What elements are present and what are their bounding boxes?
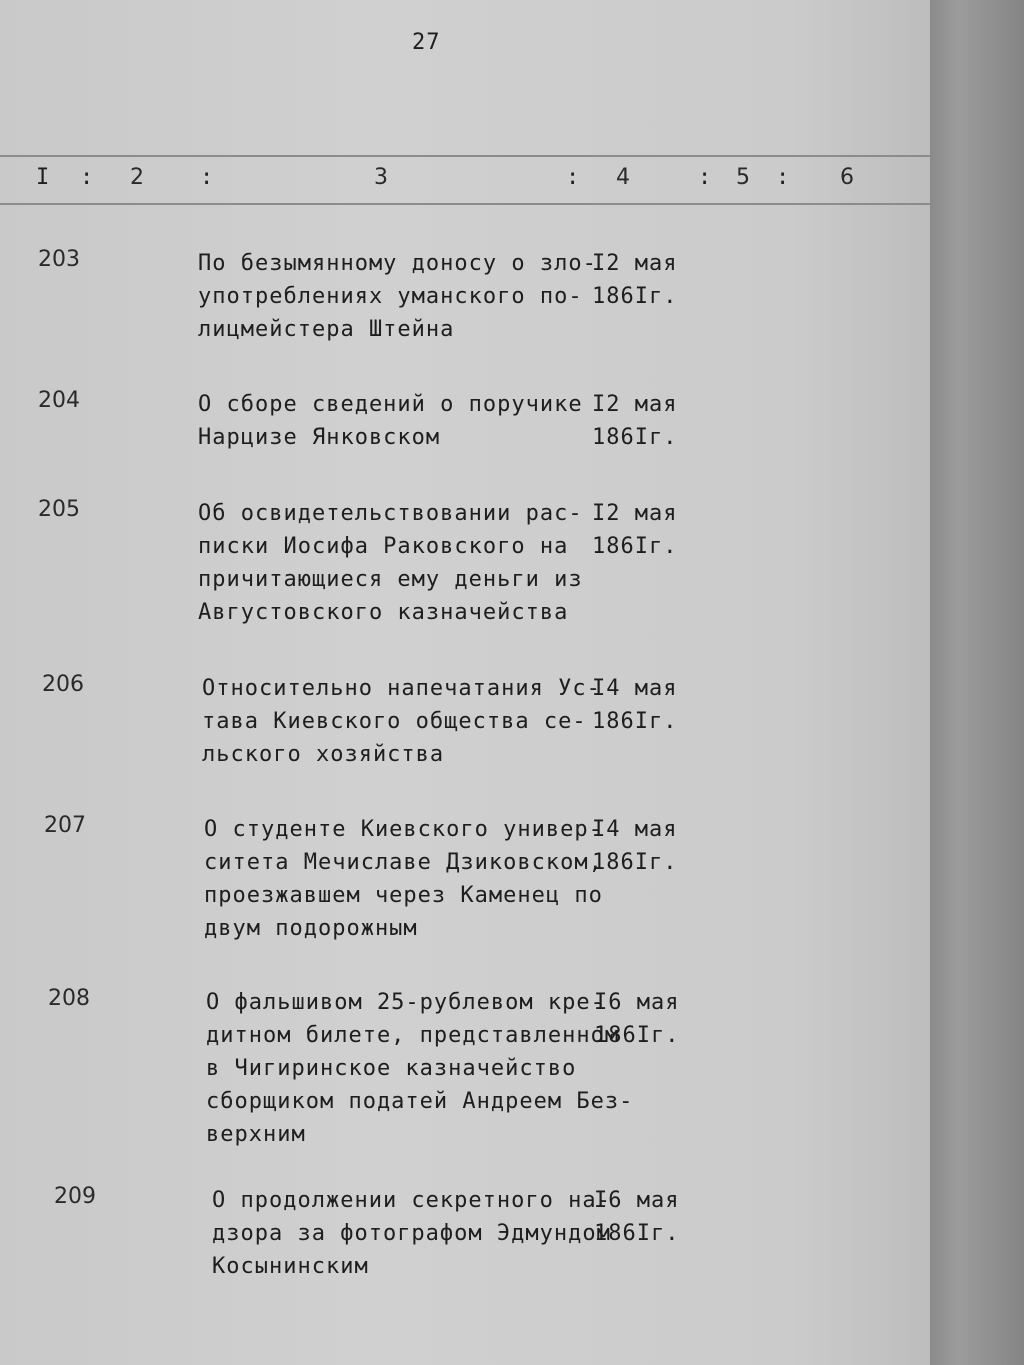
column-separator: :	[566, 165, 581, 190]
entry-description	[212, 1184, 612, 1283]
entry-date	[592, 672, 677, 738]
entry-number: 205	[38, 497, 80, 522]
date-day: I2 мая	[592, 251, 678, 276]
description-line: Нарцизе Янковском	[198, 425, 441, 450]
entry-description	[204, 813, 604, 945]
column-separator: :	[776, 165, 791, 190]
description-line: О студенте Киевского универ-	[204, 817, 603, 842]
column-separator: :	[200, 165, 215, 190]
entry-number: 207	[44, 813, 86, 838]
entry-description	[206, 986, 634, 1151]
description-line: верхним	[206, 1122, 306, 1147]
entry-date	[592, 388, 677, 454]
date-year: 186Iг.	[594, 1023, 680, 1048]
column-header-6: 6	[840, 165, 855, 190]
entry-date	[592, 813, 677, 879]
entry-number: 203	[38, 247, 80, 272]
entry-date	[592, 247, 677, 313]
description-line: сборщиком податей Андреем Без-	[206, 1089, 634, 1114]
column-separator: :	[80, 165, 95, 190]
column-separator: :	[698, 165, 713, 190]
description-line: По безымянному доносу о зло-	[198, 251, 597, 276]
description-line: двум подорожным	[204, 916, 418, 941]
entry-date	[592, 497, 677, 563]
description-line: Об освидетельствовании рас-	[198, 501, 583, 526]
entry-description	[198, 388, 598, 454]
entry-description	[198, 497, 598, 629]
description-line: льского хозяйства	[202, 742, 445, 767]
entry-number: 209	[54, 1184, 96, 1209]
date-year: 186Iг.	[594, 1221, 680, 1246]
description-line: лицмейстера Штейна	[198, 317, 455, 342]
date-day: I2 мая	[592, 501, 678, 526]
description-line: Относительно напечатания Ус-	[202, 676, 601, 701]
description-line: писки Иосифа Раковского на	[198, 534, 569, 559]
entry-number: 204	[38, 388, 80, 413]
entry-description	[198, 247, 598, 346]
description-line: О фальшивом 25-рублевом кре-	[206, 990, 605, 1015]
description-line: Косынинским	[212, 1254, 369, 1279]
description-line: дитном билете, представленном	[206, 1023, 620, 1048]
description-line: ситета Мечиславе Дзиковском,	[204, 850, 603, 875]
column-header-5: 5	[736, 165, 751, 190]
date-year: 186Iг.	[592, 534, 678, 559]
date-day: I6 мая	[594, 990, 680, 1015]
date-day: I6 мая	[594, 1188, 680, 1213]
page-number: 27	[412, 30, 441, 55]
entry-date	[594, 1184, 679, 1250]
date-year: 186Iг.	[592, 709, 678, 734]
description-line: тава Киевского общества се-	[202, 709, 587, 734]
date-year: 186Iг.	[592, 284, 678, 309]
column-header-4: 4	[616, 165, 631, 190]
date-day: I2 мая	[592, 392, 678, 417]
description-line: О продолжении секретного на-	[212, 1188, 611, 1213]
date-year: 186Iг.	[592, 850, 678, 875]
description-line: в Чигиринское казначейство	[206, 1056, 577, 1081]
entry-description	[202, 672, 602, 771]
column-header-3: 3	[374, 165, 389, 190]
entry-number: 206	[42, 672, 84, 697]
date-day: I4 мая	[592, 676, 678, 701]
description-line: О сборе сведений о поручике	[198, 392, 583, 417]
date-year: 186Iг.	[592, 425, 678, 450]
description-line: употреблениях уманского по-	[198, 284, 583, 309]
description-line: Августовского казначейства	[198, 600, 569, 625]
column-header-2: 2	[130, 165, 145, 190]
column-header-row	[0, 155, 930, 205]
description-line: проезжавшем через Каменец по	[204, 883, 603, 908]
date-day: I4 мая	[592, 817, 678, 842]
entry-number: 208	[48, 986, 90, 1011]
entry-date	[594, 986, 679, 1052]
description-line: причитающиеся ему деньги из	[198, 567, 583, 592]
description-line: дзора за фотографом Эдмундом	[212, 1221, 611, 1246]
adjacent-page-edge	[930, 0, 1024, 1365]
column-header-1: I	[36, 165, 51, 190]
